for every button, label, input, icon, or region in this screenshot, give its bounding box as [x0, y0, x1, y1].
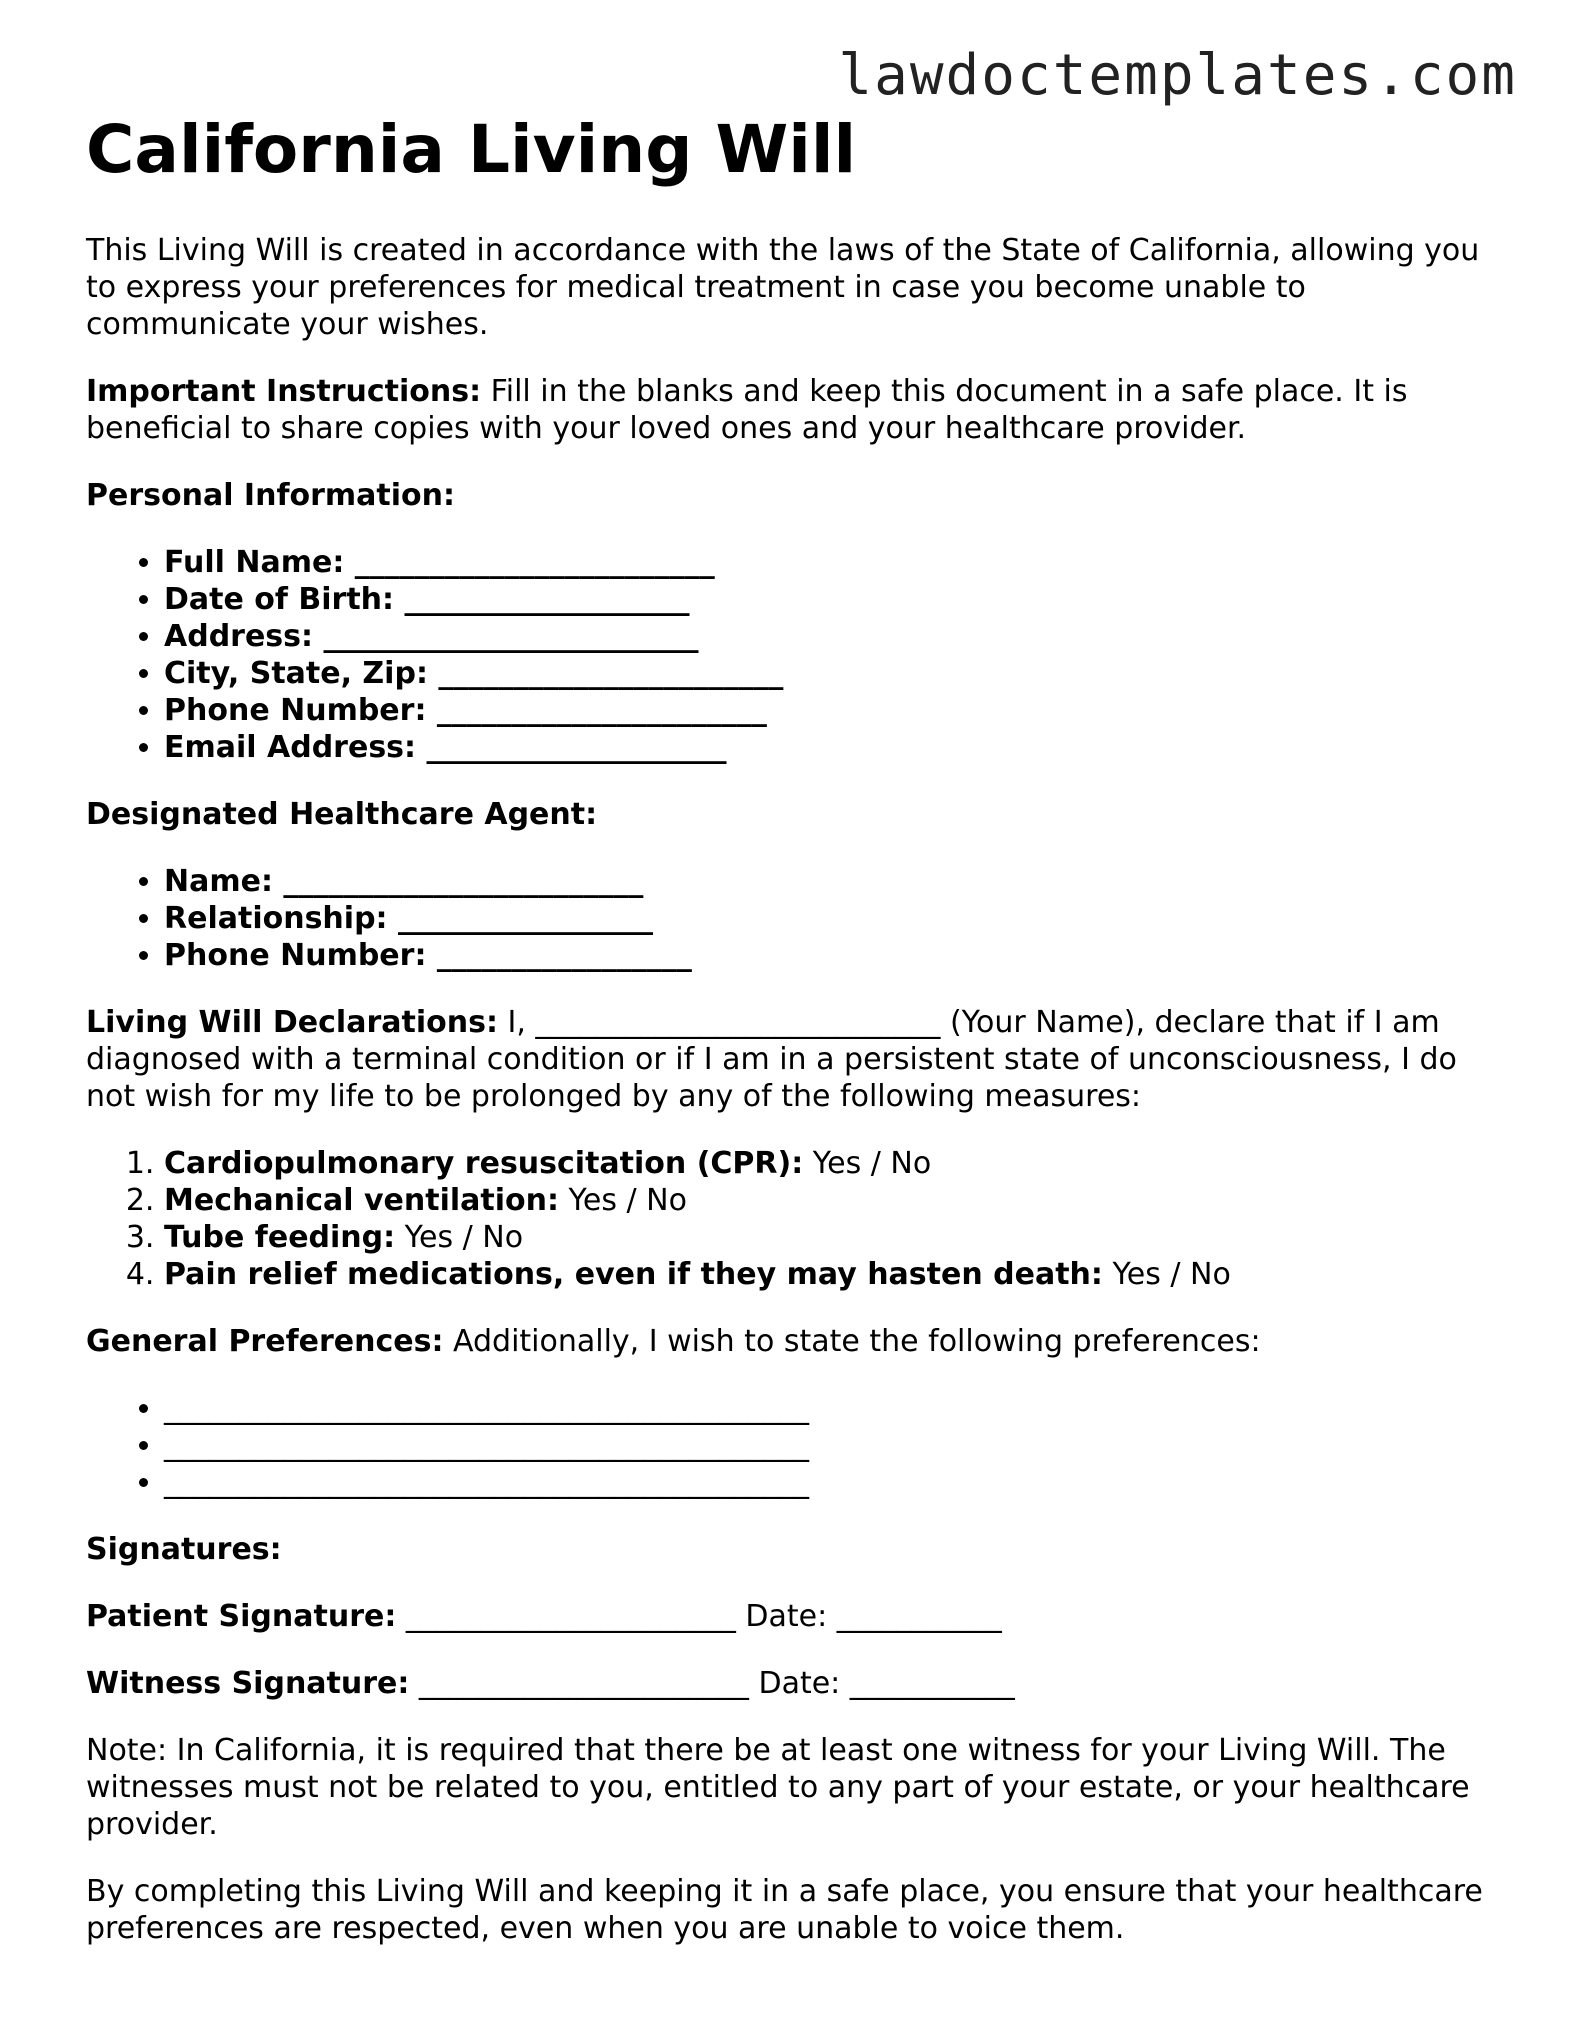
- measure-choice: Yes / No: [395, 1219, 524, 1255]
- measure-label: Pain relief medications, even if they may hasten death:: [164, 1256, 1103, 1292]
- date-of-birth-field-text: Date of Birth: ___________________: [164, 581, 690, 617]
- instructions-paragraph: [86, 373, 1506, 447]
- watermark: lawdoctemplates.com: [838, 43, 1517, 108]
- personal-info-heading-text: Personal Information:: [86, 477, 455, 513]
- full-name-field: [164, 544, 1506, 581]
- agent-list: [86, 863, 1506, 974]
- measure-item: [164, 1182, 1506, 1219]
- signatures-heading-text: Signatures:: [86, 1531, 282, 1567]
- address-field: [164, 618, 1506, 655]
- preference-line: • ___________________________________________: [164, 1427, 1506, 1464]
- patient-signature-blank: ______________________ Date: ___________: [396, 1598, 1002, 1634]
- witness-signature-line: [86, 1665, 1506, 1702]
- agent-relationship-field: [164, 900, 1506, 937]
- date-of-birth-field: [164, 581, 1506, 618]
- agent-phone-field-text: Phone Number: _________________: [164, 937, 692, 973]
- instructions-label: Important Instructions:: [86, 373, 482, 409]
- measures-list: [86, 1145, 1506, 1293]
- agent-relationship-field-text: Relationship: _________________: [164, 900, 653, 936]
- preferences-list: [86, 1390, 1506, 1501]
- measure-label: Mechanical ventilation:: [164, 1182, 559, 1218]
- email-address-field: [164, 729, 1506, 766]
- agent-name-field: [164, 863, 1506, 900]
- witness-signature-label: Witness Signature:: [86, 1665, 410, 1701]
- personal-info-heading: [86, 477, 1506, 514]
- instructions-text: Fill in the blanks and keep this document in a safe place. It is beneficial to share copies with your loved ones and your healthcare provider.: [86, 373, 1408, 446]
- phone-number-field-text: Phone Number: ______________________: [164, 692, 767, 728]
- measure-item: [164, 1256, 1506, 1293]
- agent-heading: [86, 796, 1506, 833]
- agent-phone-field: [164, 937, 1506, 974]
- preferences-label: General Preferences:: [86, 1323, 444, 1359]
- witness-signature-blank: ______________________ Date: ___________: [409, 1665, 1015, 1701]
- preference-line: • ___________________________________________: [164, 1390, 1506, 1427]
- preferences-paragraph: [86, 1323, 1506, 1360]
- measure-item: [164, 1145, 1506, 1182]
- measure-choice: Yes / No: [803, 1145, 932, 1181]
- measure-label: Tube feeding:: [164, 1219, 396, 1255]
- agent-heading-text: Designated Healthcare Agent:: [86, 796, 598, 832]
- address-field-text: Address: _________________________: [164, 618, 699, 654]
- city-state-zip-field-text: City, State, Zip: _______________________: [164, 655, 784, 691]
- page-title: California Living Will: [86, 111, 857, 188]
- phone-number-field: [164, 692, 1506, 729]
- email-address-field-text: Email Address: ____________________: [164, 729, 727, 765]
- preference-line: • ___________________________________________: [164, 1464, 1506, 1501]
- full-name-field-text: Full Name: ________________________: [164, 544, 715, 580]
- personal-info-list: [86, 544, 1506, 766]
- declarations-label: Living Will Declarations:: [86, 1004, 498, 1040]
- signatures-heading: [86, 1531, 1506, 1568]
- city-state-zip-field: [164, 655, 1506, 692]
- measure-choice: Yes / No: [558, 1182, 687, 1218]
- declarations-paragraph: [86, 1004, 1506, 1115]
- patient-signature-label: Patient Signature:: [86, 1598, 397, 1634]
- declarations-text: I, ___________________________ (Your Name), declare that if I am diagnosed with a terminal condition or if I am in a persistent state of unconsciousness, I do not wish for my life to be prolonged by any of the following measures:: [86, 1004, 1457, 1114]
- document-body: [86, 112, 1506, 1977]
- patient-signature-line: [86, 1598, 1506, 1635]
- measure-label: Cardiopulmonary resuscitation (CPR):: [164, 1145, 804, 1181]
- closing-paragraph: By completing this Living Will and keeping it in a safe place, you ensure that your healthcare preferences are respected, even when you are unable to voice them.: [86, 1873, 1483, 1946]
- agent-name-field-text: Name: ________________________: [164, 863, 644, 899]
- note-paragraph: Note: In California, it is required that there be at least one witness for your Living Will. The witnesses must not be related to you, entitled to any part of your estate, or your healthcare provider.: [86, 1732, 1470, 1842]
- measure-choice: Yes / No: [1102, 1256, 1231, 1292]
- measure-item: [164, 1219, 1506, 1256]
- preferences-text: Additionally, I wish to state the following preferences:: [443, 1323, 1261, 1359]
- intro-paragraph: This Living Will is created in accordance with the laws of the State of California, allowing you to express your preferences for medical treatment in case you become unable to communicate your wishes.: [86, 232, 1480, 342]
